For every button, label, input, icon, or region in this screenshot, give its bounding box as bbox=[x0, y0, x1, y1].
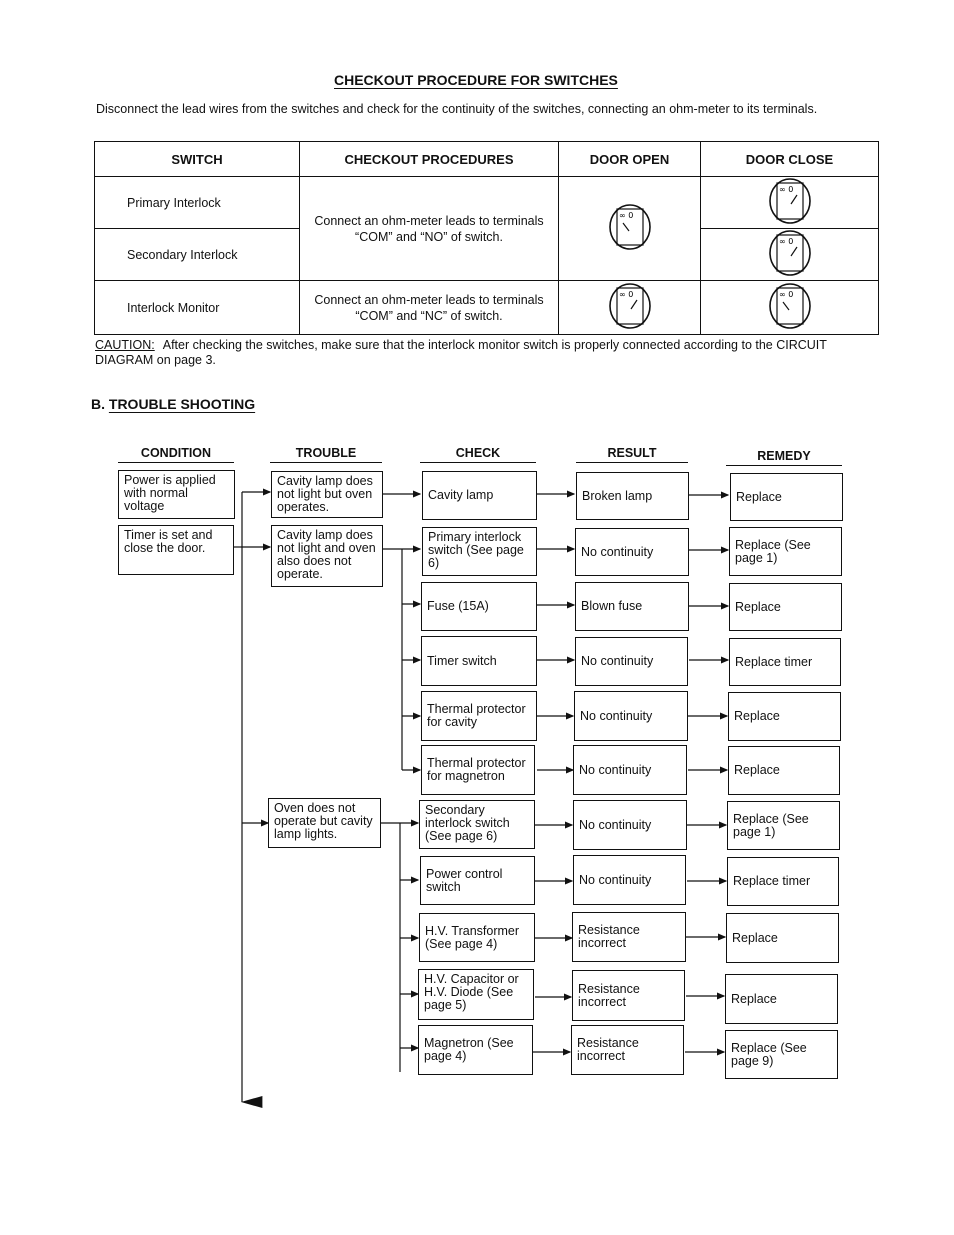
check-fuse: Fuse (15A) bbox=[421, 582, 537, 631]
switch-interlock-monitor: Interlock Monitor bbox=[95, 281, 300, 335]
remedy-replace-see-page-9: Replace (See page 9) bbox=[725, 1030, 838, 1079]
condition-timer-set: Timer is set and close the door. bbox=[118, 525, 234, 575]
trouble-lamp-off-oven-off: Cavity lamp does not light and oven also does not operate. bbox=[271, 525, 383, 587]
remedy-replace: Replace bbox=[726, 913, 839, 963]
header-check: CHECK bbox=[420, 446, 536, 463]
switch-primary-interlock: Primary Interlock bbox=[95, 177, 300, 229]
svg-text:∞ 0: ∞ 0 bbox=[778, 185, 793, 194]
switch-checkout-table bbox=[94, 141, 879, 335]
remedy-replace-timer: Replace timer bbox=[727, 857, 839, 906]
header-door-open: DOOR OPEN bbox=[559, 142, 701, 177]
result-no-continuity: No continuity bbox=[575, 637, 688, 686]
remedy-replace-timer: Replace timer bbox=[729, 638, 841, 686]
check-thermal-cavity: Thermal protector for cavity bbox=[421, 691, 537, 741]
ohm-meter-open-icon bbox=[607, 203, 653, 251]
door-open-symbol-interlock bbox=[559, 177, 701, 281]
caution-note bbox=[95, 338, 885, 368]
check-secondary-interlock: Secondary interlock switch (See page 6) bbox=[419, 800, 535, 849]
page-title: CHECKOUT PROCEDURE FOR SWITCHES bbox=[334, 72, 618, 88]
result-resistance-incorrect: Resistance incorrect bbox=[571, 1025, 684, 1075]
ohm-meter-closed-icon bbox=[767, 229, 813, 277]
door-open-symbol-monitor bbox=[559, 281, 701, 335]
check-hv-transformer: H.V. Transformer (See page 4) bbox=[419, 913, 535, 962]
svg-text:∞ 0: ∞ 0 bbox=[778, 237, 793, 246]
check-power-control: Power control switch bbox=[420, 856, 535, 905]
svg-text:∞ 0: ∞ 0 bbox=[618, 211, 633, 220]
result-no-continuity: No continuity bbox=[574, 691, 688, 741]
procedure-com-no: Connect an ohm-meter leads to terminals “COM” and “NO” of switch. bbox=[300, 177, 559, 281]
result-no-continuity: No continuity bbox=[573, 745, 687, 795]
section-title: TROUBLE SHOOTING bbox=[108, 396, 256, 412]
header-result: RESULT bbox=[576, 446, 688, 463]
header-remedy: REMEDY bbox=[726, 449, 842, 466]
ohm-meter-closed-icon bbox=[607, 282, 653, 330]
caution-label: CAUTION: bbox=[95, 338, 155, 352]
intro-text: Disconnect the lead wires from the switches and check for the continuity of the switches, connecting an ohm-meter to its terminals. bbox=[96, 102, 818, 116]
check-hv-capacitor-diode: H.V. Capacitor or H.V. Diode (See page 5) bbox=[418, 969, 534, 1020]
door-close-symbol-monitor bbox=[701, 281, 879, 335]
trouble-oven-off-lamp-on: Oven does not operate but cavity lamp lights. bbox=[268, 798, 381, 848]
header-door-close: DOOR CLOSE bbox=[701, 142, 879, 177]
check-cavity-lamp: Cavity lamp bbox=[422, 471, 537, 520]
header-checkout-procedures: CHECKOUT PROCEDURES bbox=[300, 142, 559, 177]
result-no-continuity: No continuity bbox=[575, 528, 689, 576]
result-resistance-incorrect: Resistance incorrect bbox=[572, 970, 685, 1021]
door-close-symbol-secondary bbox=[701, 229, 879, 281]
trouble-lamp-off-oven-on: Cavity lamp does not light but oven operates. bbox=[271, 471, 383, 518]
check-primary-interlock: Primary interlock switch (See page 6) bbox=[422, 527, 537, 576]
section-letter: B. bbox=[91, 396, 105, 412]
remedy-replace: Replace bbox=[728, 746, 840, 795]
result-no-continuity: No continuity bbox=[573, 800, 687, 850]
result-resistance-incorrect: Resistance incorrect bbox=[572, 912, 686, 962]
check-timer-switch: Timer switch bbox=[421, 636, 537, 686]
caution-text: After checking the switches, make sure that the interlock monitor switch is properly connected according to the CIRCUIT DIAGRAM on page 3. bbox=[95, 338, 827, 367]
remedy-replace: Replace bbox=[730, 473, 843, 521]
switch-secondary-interlock: Secondary Interlock bbox=[95, 229, 300, 281]
header-switch: SWITCH bbox=[95, 142, 300, 177]
ohm-meter-closed-icon bbox=[767, 177, 813, 225]
header-trouble: TROUBLE bbox=[270, 446, 382, 463]
door-close-symbol-primary bbox=[701, 177, 879, 229]
svg-text:∞ 0: ∞ 0 bbox=[778, 290, 793, 299]
remedy-replace: Replace bbox=[728, 692, 841, 741]
section-b-heading bbox=[91, 396, 255, 412]
header-condition: CONDITION bbox=[118, 446, 234, 463]
remedy-replace-see-page-1: Replace (See page 1) bbox=[727, 801, 840, 850]
remedy-replace: Replace bbox=[729, 583, 842, 631]
remedy-replace-see-page-1: Replace (See page 1) bbox=[729, 527, 842, 576]
result-no-continuity: No continuity bbox=[573, 855, 686, 905]
svg-text:∞ 0: ∞ 0 bbox=[618, 290, 633, 299]
remedy-replace: Replace bbox=[725, 974, 838, 1024]
procedure-com-nc: Connect an ohm-meter leads to terminals “COM” and “NC” of switch. bbox=[300, 281, 559, 335]
result-blown-fuse: Blown fuse bbox=[575, 582, 689, 631]
check-thermal-magnetron: Thermal protector for magnetron bbox=[421, 745, 535, 795]
condition-power-applied: Power is applied with normal voltage bbox=[118, 470, 235, 519]
check-magnetron: Magnetron (See page 4) bbox=[418, 1025, 533, 1075]
result-broken-lamp: Broken lamp bbox=[576, 472, 689, 520]
ohm-meter-open-icon bbox=[767, 282, 813, 330]
